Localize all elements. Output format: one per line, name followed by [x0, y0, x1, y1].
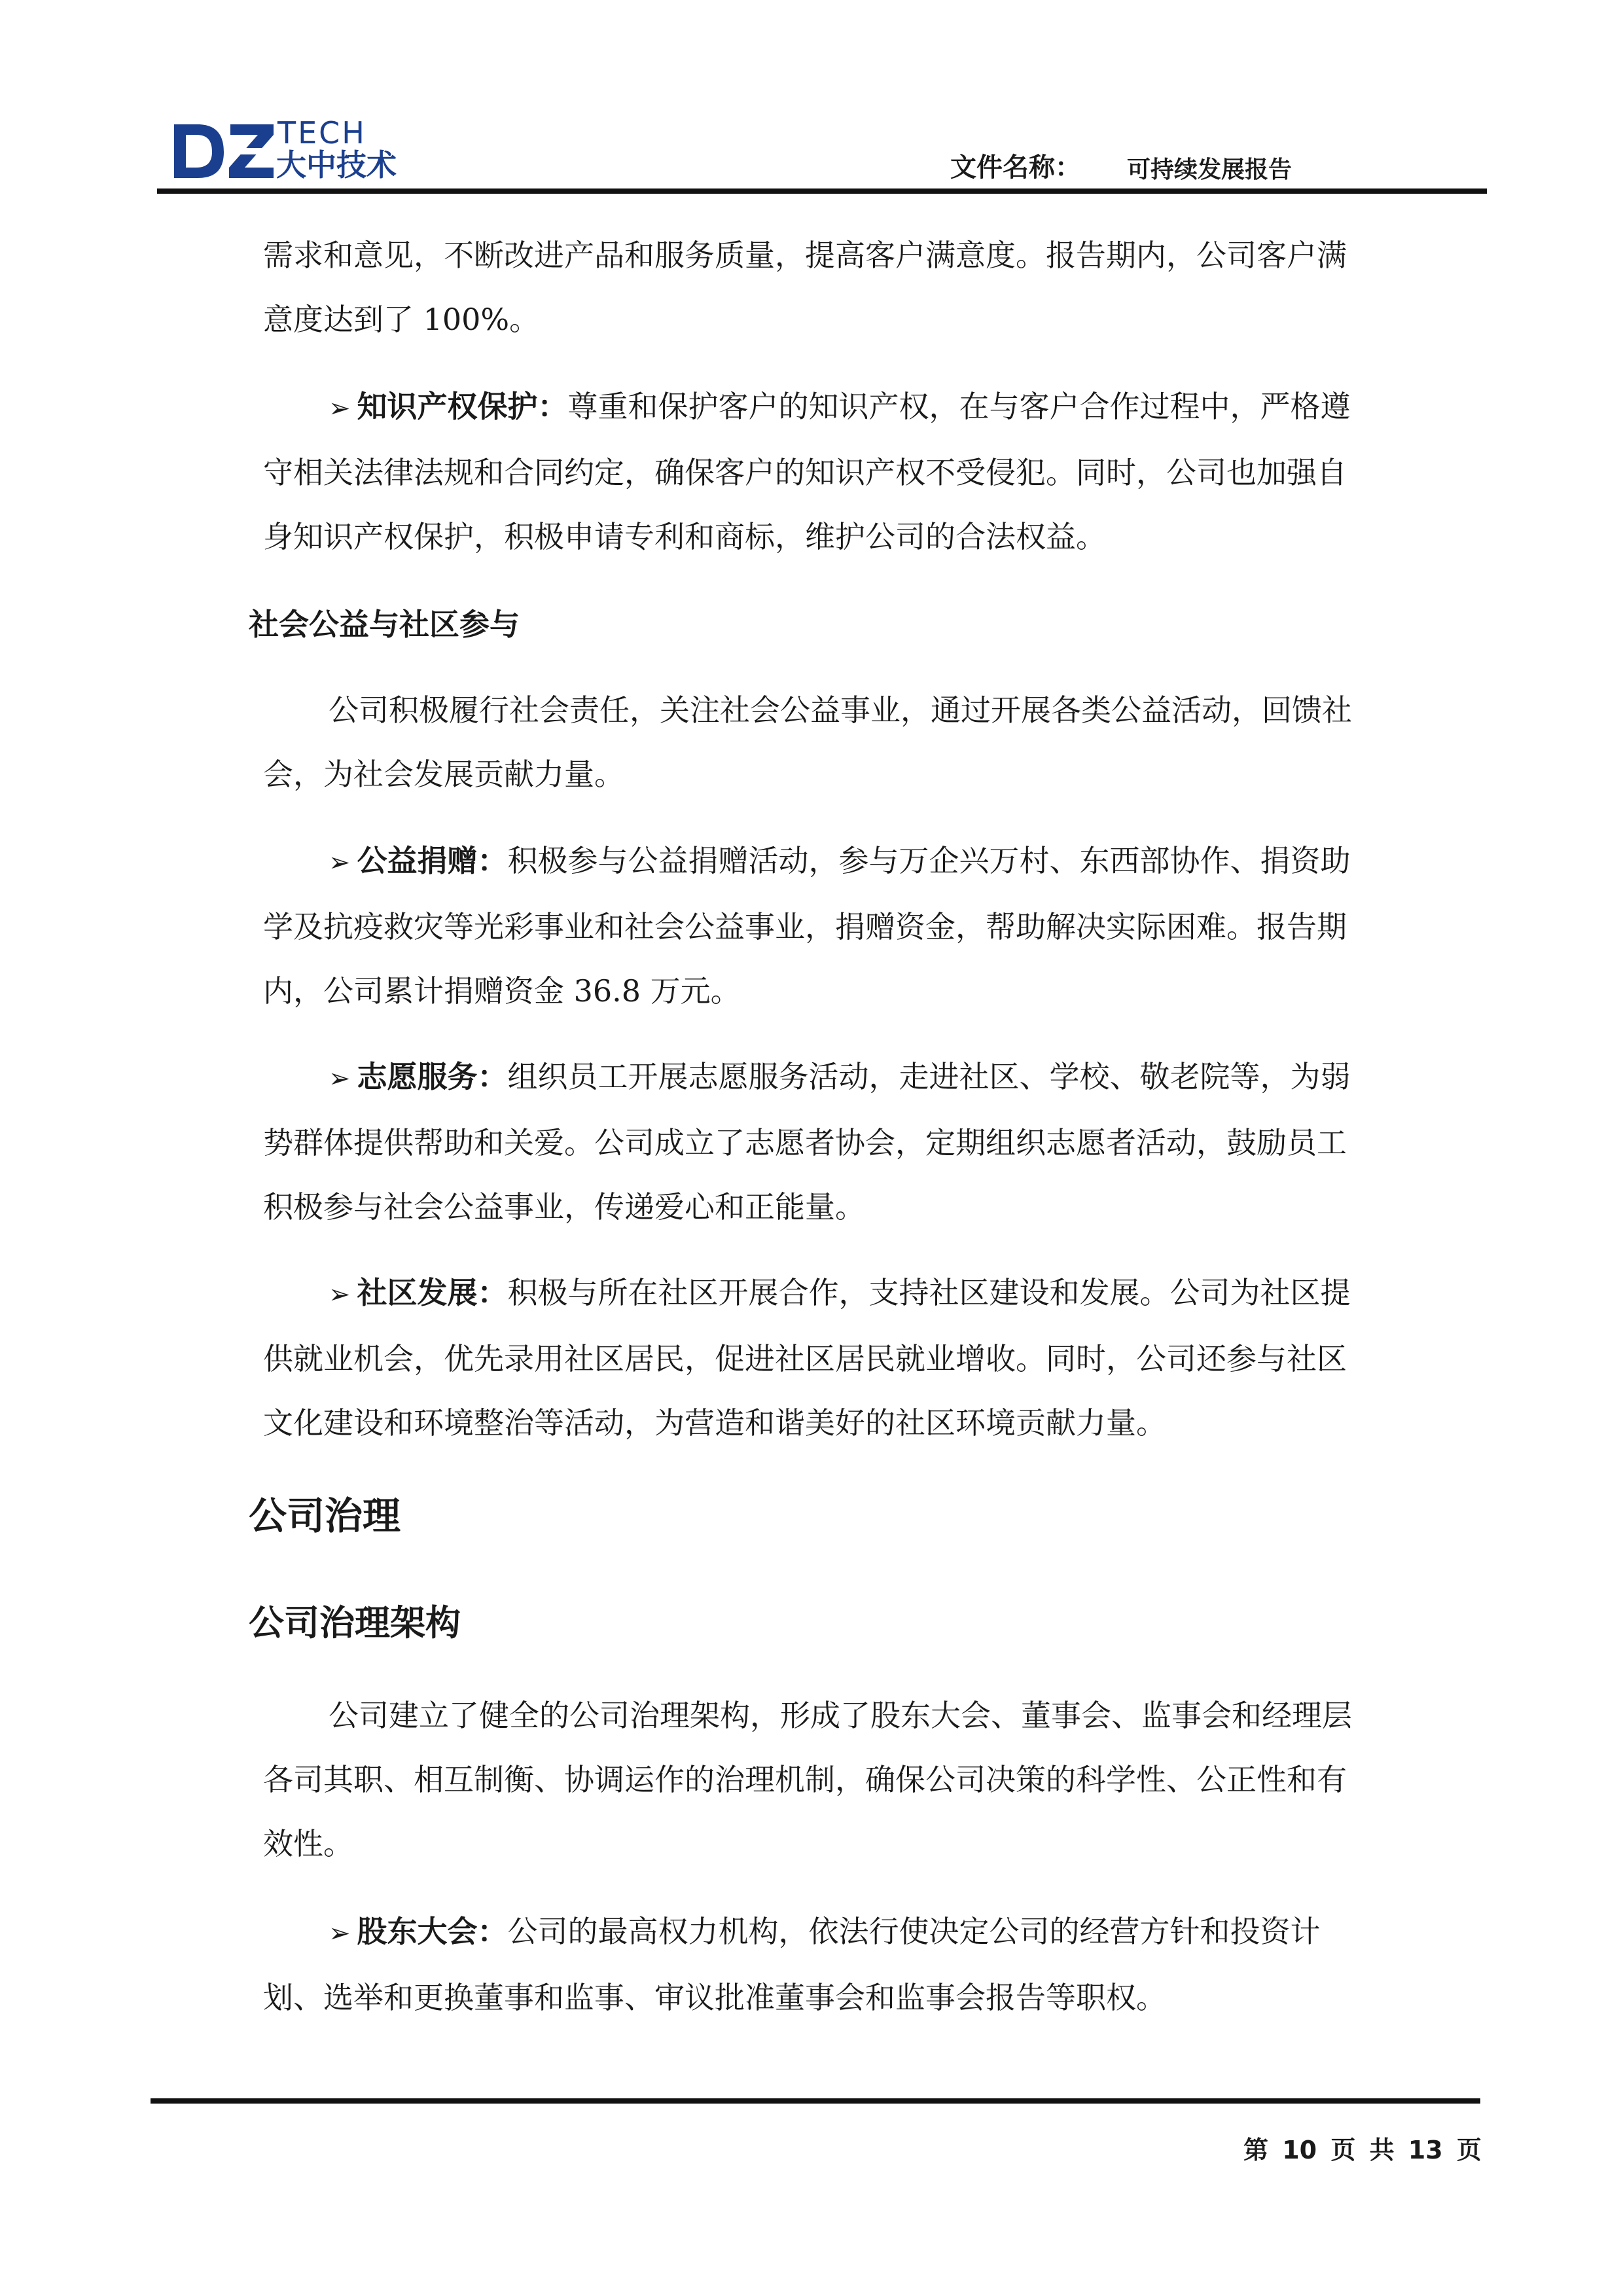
file-name-label: 文件名称：: [950, 152, 1081, 183]
bullet-term: 知识产权保护：: [357, 389, 568, 424]
bullet-text: 积极参与公益捐赠活动，参与万企兴万村、东西部协作、捐资助学及抗疫救灾等光彩事业和社会公益事业，捐赠资金，帮助解决实际困难。报告期内，公司累计捐赠资金 36.8 万元。: [263, 843, 1351, 1009]
footer-divider: [151, 2098, 1480, 2104]
bullet-text: 积极与所在社区开展合作，支持社区建设和发展。公司为社区提供就业机会，优先录用社区居民，促进社区居民就业增收。同时，公司还参与社区文化建设和环境整治等活动，为营造和谐美好的社区环境贡献力量。: [263, 1275, 1351, 1441]
social-intro-text: 公司积极履行社会责任，关注社会公益事业，通过开展各类公益活动，回馈社会，为社会发展贡献力量。: [263, 692, 1352, 792]
bullet-ip-protection: [263, 374, 1376, 569]
bullet-term: 社区发展：: [357, 1275, 508, 1310]
dz-logo-mark: [171, 115, 276, 181]
logo-chinese-name: 大中技术: [276, 147, 397, 183]
bullet-term: 股东大会：: [357, 1914, 508, 1949]
company-logo: [171, 115, 407, 187]
arrow-bullet-icon: ➢: [329, 1280, 351, 1310]
arrow-bullet-icon: ➢: [329, 1918, 351, 1948]
continued-paragraph-text: 需求和意见，不断改进产品和服务质量，提高客户满意度。报告期内，公司客户满意度达到了 100%。: [263, 238, 1347, 337]
bullet-donation: [263, 829, 1376, 1023]
structure-intro-text: 公司建立了健全的公司治理架构，形成了股东大会、董事会、监事会和经理层各司其职、相互制衡、协调运作的治理机制，确保公司决策的科学性、公正性和有效性。: [263, 1698, 1352, 1861]
structure-intro-paragraph: [263, 1683, 1376, 1876]
arrow-bullet-icon: ➢: [329, 848, 351, 878]
subsection-heading-structure: 公司治理架构: [249, 1602, 461, 1643]
page-number: 第 10 页 共 13 页: [1243, 2136, 1482, 2164]
bullet-text: 公司的最高权力机构，依法行使决定公司的经营方针和投资计划、选举和更换董事和监事、审议批准董事会和监事会报告等职权。: [263, 1914, 1321, 2015]
bullet-term: 公益捐赠：: [357, 843, 508, 878]
bullet-volunteer: [263, 1045, 1376, 1239]
bullet-text: 尊重和保护客户的知识产权，在与客户合作过程中，严格遵守相关法律法规和合同约定，确保客户的知识产权不受侵犯。同时，公司也加强自身知识产权保护，积极申请专利和商标，维护公司的合法权益。: [263, 389, 1351, 554]
header-divider: [157, 188, 1487, 194]
continued-paragraph: [263, 223, 1376, 351]
bullet-term: 志愿服务：: [357, 1059, 508, 1094]
page-header: [0, 0, 1623, 196]
arrow-bullet-icon: ➢: [329, 393, 351, 423]
file-name-value: 可持续发展报告: [1127, 156, 1293, 183]
section-heading-governance: 公司治理: [249, 1494, 401, 1538]
arrow-bullet-icon: ➢: [329, 1064, 351, 1094]
section-heading-social: 社会公益与社区参与: [249, 607, 520, 642]
bullet-community: [263, 1261, 1376, 1455]
logo-tech-text: TECH: [277, 115, 366, 151]
social-intro-paragraph: [263, 678, 1376, 806]
bullet-text: 组织员工开展志愿服务活动，走进社区、学校、敬老院等，为弱势群体提供帮助和关爱。公司成立了志愿者协会，定期组织志愿者活动，鼓励员工积极参与社会公益事业，传递爱心和正能量。: [263, 1059, 1351, 1225]
bullet-shareholders: [263, 1899, 1376, 2030]
